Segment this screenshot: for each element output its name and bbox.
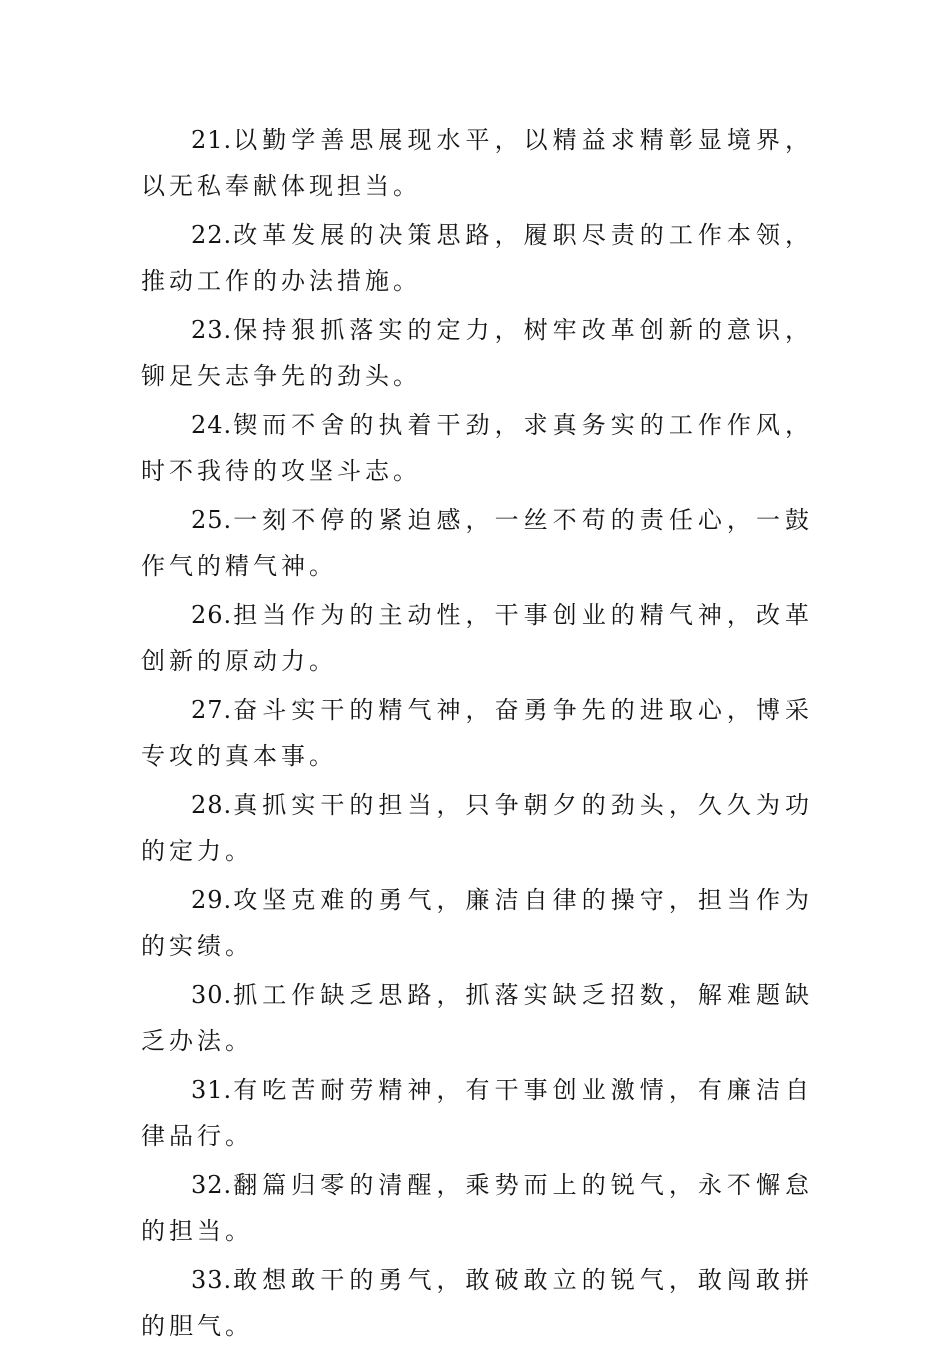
item-text: 敢想敢干的勇气，敢破敢立的锐气，敢闯敢拼的胆气。: [141, 1266, 813, 1340]
list-item: [141, 1257, 813, 1349]
item-text: 保持狠抓落实的定力，树牢改革创新的意识，铆足矢志争先的劲头。: [141, 316, 813, 390]
item-number: 25.: [191, 506, 233, 534]
item-number: 31.: [191, 1076, 233, 1104]
list-item: [141, 782, 813, 874]
list-item: [141, 497, 813, 589]
item-number: 26.: [191, 601, 233, 629]
item-number: 24.: [191, 411, 233, 439]
document-body: [141, 117, 813, 1352]
item-text: 以勤学善思展现水平，以精益求精彰显境界，以无私奉献体现担当。: [141, 126, 813, 200]
list-item: [141, 1067, 813, 1159]
item-number: 23.: [191, 316, 233, 344]
item-number: 30.: [191, 981, 233, 1009]
item-text: 抓工作缺乏思路，抓落实缺乏招数，解难题缺乏办法。: [141, 981, 813, 1055]
item-text: 锲而不舍的执着干劲，求真务实的工作作风，时不我待的攻坚斗志。: [141, 411, 813, 485]
list-item: [141, 687, 813, 779]
item-number: 29.: [191, 886, 233, 914]
list-item: [141, 117, 813, 209]
item-text: 攻坚克难的勇气，廉洁自律的操守，担当作为的实绩。: [141, 886, 813, 960]
item-text: 改革发展的决策思路，履职尽责的工作本领，推动工作的办法措施。: [141, 221, 813, 295]
item-number: 21.: [191, 126, 233, 154]
item-text: 真抓实干的担当，只争朝夕的劲头，久久为功的定力。: [141, 791, 813, 865]
list-item: [141, 592, 813, 684]
item-number: 32.: [191, 1171, 233, 1199]
list-item: [141, 972, 813, 1064]
item-text: 担当作为的主动性，干事创业的精气神，改革创新的原动力。: [141, 601, 813, 675]
list-item: [141, 1162, 813, 1254]
item-text: 有吃苦耐劳精神，有干事创业激情，有廉洁自律品行。: [141, 1076, 813, 1150]
item-number: 28.: [191, 791, 233, 819]
item-text: 奋斗实干的精气神，奋勇争先的进取心，博采专攻的真本事。: [141, 696, 813, 770]
list-item: [141, 877, 813, 969]
item-number: 22.: [191, 221, 233, 249]
item-text: 一刻不停的紧迫感，一丝不苟的责任心，一鼓作气的精气神。: [141, 506, 813, 580]
list-item: [141, 402, 813, 494]
item-number: 27.: [191, 696, 233, 724]
list-item: [141, 212, 813, 304]
item-number: 33.: [191, 1266, 233, 1294]
list-item: [141, 307, 813, 399]
item-text: 翻篇归零的清醒，乘势而上的锐气，永不懈怠的担当。: [141, 1171, 813, 1245]
